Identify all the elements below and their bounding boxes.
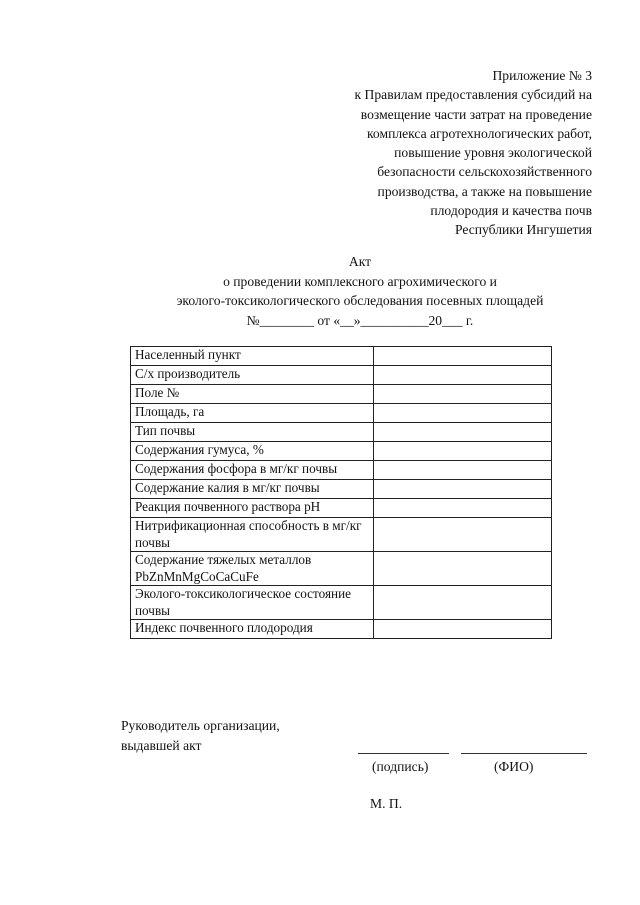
head-label-line-2: выдавшей акт	[121, 737, 202, 753]
row-label: С/х производитель	[131, 366, 374, 385]
row-label: Индекс почвенного плодородия	[131, 620, 374, 639]
table-row	[131, 552, 552, 586]
survey-form-table	[130, 346, 552, 639]
head-label-line-1: Руководитель организации,	[121, 718, 280, 733]
row-value-field[interactable]	[373, 480, 551, 499]
table-row	[131, 586, 552, 620]
row-value-field[interactable]	[373, 385, 551, 404]
table-body	[131, 347, 552, 639]
row-value-field[interactable]	[373, 423, 551, 442]
table-row	[131, 461, 552, 480]
row-value-field[interactable]	[373, 366, 551, 385]
appendix-line: возмещение части затрат на проведение	[360, 106, 592, 122]
table-row	[131, 366, 552, 385]
row-label: Содержания гумуса, %	[131, 442, 374, 461]
appendix-line: производства, а также на повышение	[377, 183, 592, 199]
signature-caption: (подпись)	[372, 759, 429, 774]
row-label: Содержание калия в мг/кг почвы	[131, 480, 374, 499]
appendix-line: к Правилам предоставления субсидий на	[354, 87, 592, 103]
row-value-field[interactable]	[373, 552, 551, 586]
row-value-field[interactable]	[373, 499, 551, 518]
title-heading: Акт	[348, 254, 372, 269]
row-label: Содержания фосфора в мг/кг почвы	[131, 461, 374, 480]
row-value-field[interactable]	[373, 518, 551, 552]
table-row	[131, 385, 552, 404]
table-row	[131, 620, 552, 639]
document-title	[110, 252, 610, 330]
appendix-line: повышение уровня экологической	[394, 145, 592, 161]
organization-head-block	[121, 716, 280, 755]
name-line	[461, 753, 587, 754]
appendix-line: комплекса агротехнологических работ,	[367, 125, 592, 141]
row-label: Населенный пункт	[131, 347, 374, 366]
signature-line	[358, 753, 449, 754]
title-line-1: о проведении комплексного агрохимического и	[223, 273, 497, 289]
stamp-place: М. П.	[370, 796, 403, 811]
row-value-field[interactable]	[373, 620, 551, 639]
row-label: Поле №	[131, 385, 374, 404]
row-value-field[interactable]	[373, 404, 551, 423]
row-value-field[interactable]	[373, 347, 551, 366]
appendix-line: Приложение № 3	[492, 68, 592, 83]
table-row	[131, 442, 552, 461]
appendix-line: Республики Ингушетия	[454, 222, 592, 238]
name-caption: (ФИО)	[494, 759, 534, 774]
table-row	[131, 518, 552, 552]
row-value-field[interactable]	[373, 586, 551, 620]
row-label: Нитрификационная способность в мг/кг почвы	[131, 518, 374, 552]
row-label: Площадь, га	[131, 404, 374, 423]
row-label: Содержание тяжелых металлов PbZnMnMgCoCaCuFe	[131, 552, 374, 586]
row-label: Реакция почвенного раствора pH	[131, 499, 374, 518]
appendix-line: плодородия и качества почв	[430, 203, 592, 219]
row-label: Эколого-токсикологическое состояние почвы	[131, 586, 374, 620]
table-row	[131, 499, 552, 518]
title-line-2: эколого-токсикологического обследования посевных площадей	[176, 293, 544, 308]
row-label: Тип почвы	[131, 423, 374, 442]
table-row	[131, 404, 552, 423]
act-number-line: №________ от «__»__________20___ г.	[246, 312, 474, 328]
table-row	[131, 423, 552, 442]
appendix-header	[292, 66, 592, 240]
appendix-line: безопасности сельскохозяйственного	[377, 164, 592, 180]
table-row	[131, 347, 552, 366]
table-row	[131, 480, 552, 499]
row-value-field[interactable]	[373, 442, 551, 461]
row-value-field[interactable]	[373, 461, 551, 480]
